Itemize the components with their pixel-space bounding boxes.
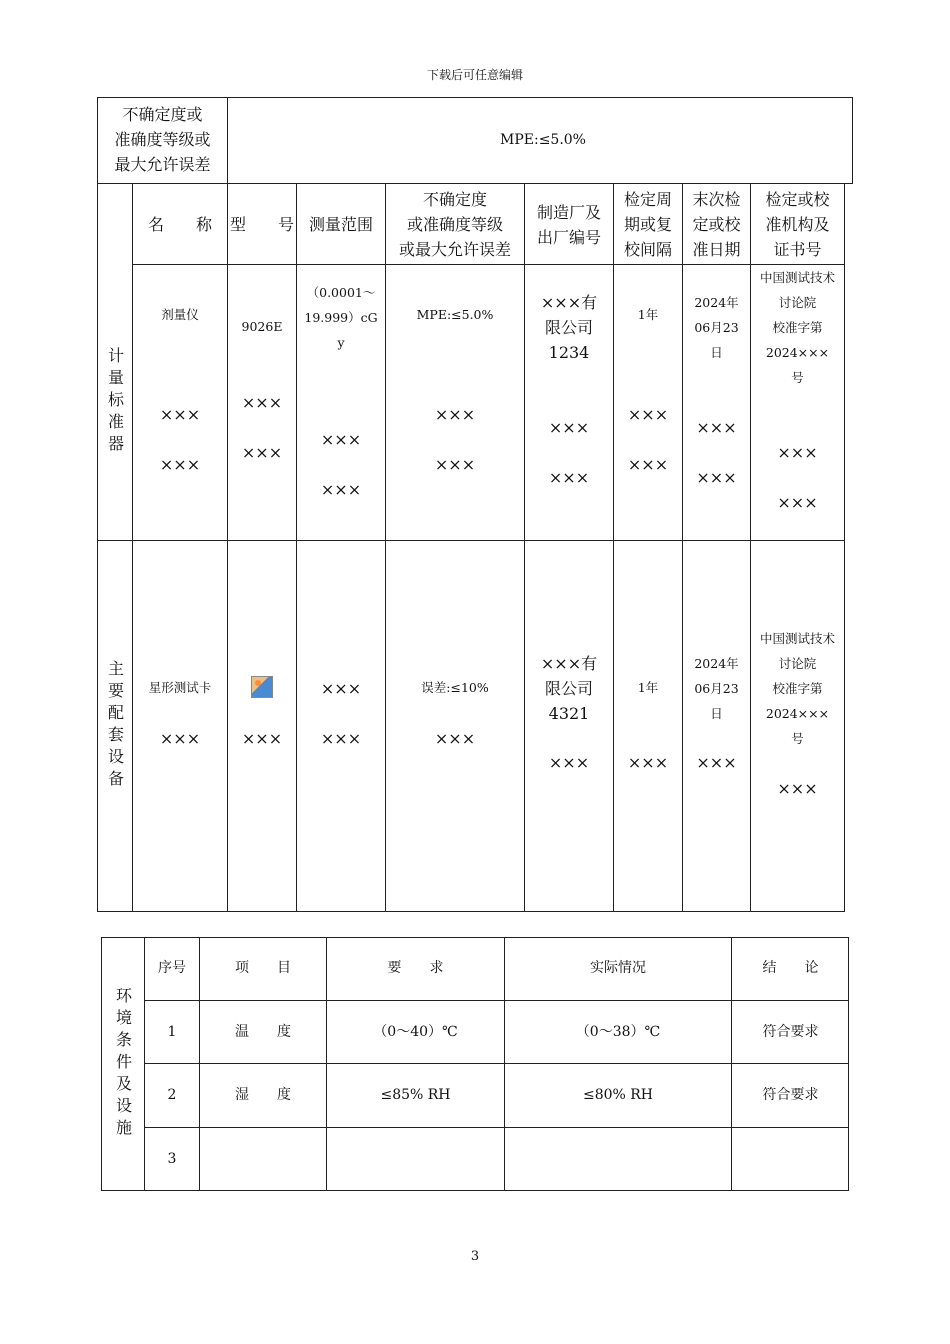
std-name-x1: ×××: [159, 405, 201, 424]
eq-range-x1: ×××: [320, 679, 362, 698]
std-institution: 中国测试技术 讨论院 校准字第 2024××× 号: [759, 270, 835, 385]
env-row-no: 3: [167, 1151, 177, 1167]
std-period-x1: ×××: [627, 405, 669, 424]
env-header-req: 要 求: [387, 960, 444, 976]
eq-maker: ×××有 限公司 4321: [540, 654, 598, 723]
env-row-actual: （0～38）℃: [575, 1023, 661, 1040]
std-maker: ×××有 限公司 1234: [540, 293, 598, 362]
std-model-x1: ×××: [241, 393, 283, 412]
std-institution-x2: ×××: [777, 493, 818, 512]
std-period-x2: ×××: [627, 455, 669, 474]
eq-maker-x1: ×××: [548, 753, 590, 772]
header-period: 检定周 期或复 校间隔: [623, 190, 672, 259]
eq-period: 1年: [637, 680, 659, 695]
env-row-no: 2: [167, 1087, 177, 1103]
eq-uncertainty-x1: ×××: [434, 729, 476, 748]
header-range: 测量范围: [308, 215, 373, 234]
eq-institution: 中国测试技术 讨论院 校准字第 2024××× 号: [759, 631, 835, 746]
std-name: 剂量仪: [161, 307, 199, 322]
std-last-date: 2024年 06月23 日: [694, 295, 739, 360]
eq-institution-x1: ×××: [777, 779, 818, 798]
standards-section-label: 计量标准器: [105, 347, 125, 457]
eq-name: 星形测试卡: [148, 680, 212, 695]
eq-last-date-x1: ×××: [696, 753, 737, 772]
env-header-item: 项 目: [235, 960, 291, 976]
broken-image-icon: [251, 676, 273, 698]
header-note: 下载后可任意编辑: [426, 68, 523, 82]
env-row-result: 符合要求: [762, 1087, 819, 1103]
std-range-x1: ×××: [320, 430, 362, 449]
env-header-result: 结 论: [762, 960, 819, 976]
env-row-req: （0～40）℃: [373, 1023, 458, 1040]
std-maker-x2: ×××: [548, 468, 590, 487]
precision-value: MPE:≤5.0%: [500, 132, 586, 148]
eq-range-x2: ×××: [320, 729, 362, 748]
env-row-item: 湿 度: [235, 1087, 291, 1103]
std-uncertainty-x2: ×××: [434, 455, 476, 474]
eq-period-x1: ×××: [627, 753, 669, 772]
env-row-actual: ≤80% RH: [582, 1087, 654, 1103]
env-row-no: 1: [167, 1023, 177, 1040]
environment-section-label: 环境条件及设施: [113, 987, 133, 1141]
std-name-x2: ×××: [159, 455, 201, 474]
header-institution: 检定或校 准机构及 证书号: [765, 190, 830, 259]
std-institution-x1: ×××: [777, 443, 818, 462]
std-last-date-x1: ×××: [696, 418, 737, 437]
std-model: 9026E: [241, 319, 283, 334]
eq-uncertainty: 误差:≤10%: [421, 680, 489, 695]
header-model: 型 号: [229, 215, 294, 234]
equipment-section-label: 主要配套设备: [105, 660, 125, 792]
env-row-item: [200, 1128, 326, 1191]
page-number: 3: [470, 1249, 480, 1264]
std-uncertainty: MPE:≤5.0%: [416, 307, 494, 322]
env-row-actual: [505, 1128, 731, 1191]
std-last-date-x2: ×××: [696, 468, 737, 487]
std-period: 1年: [637, 307, 659, 322]
precision-label: 不确定度或 准确度等级或 最大允许误差: [114, 105, 211, 174]
header-last-date: 末次检 定或校 准日期: [692, 190, 741, 259]
eq-name-x1: ×××: [159, 729, 201, 748]
env-header-actual: 实际情况: [590, 960, 646, 976]
header-name: 名 称: [147, 215, 212, 234]
env-header-no: 序号: [158, 960, 186, 976]
std-range-x2: ×××: [320, 480, 362, 499]
header-maker: 制造厂及 出厂编号: [536, 203, 601, 247]
std-uncertainty-x1: ×××: [434, 405, 476, 424]
env-row-req: ≤85% RH: [380, 1087, 451, 1103]
std-range: （0.0001～ 19.999）cG y: [304, 285, 378, 350]
std-model-x2: ×××: [241, 443, 283, 462]
std-maker-x1: ×××: [548, 418, 590, 437]
header-uncertainty: 不确定度 或准确度等级 或最大允许误差: [398, 190, 511, 259]
env-row-req: [327, 1128, 504, 1191]
env-row-result: [732, 1128, 849, 1191]
eq-last-date: 2024年 06月23 日: [694, 656, 739, 721]
eq-model-x1: ×××: [241, 729, 283, 748]
env-row-item: 温 度: [235, 1023, 291, 1040]
env-row-result: 符合要求: [762, 1023, 819, 1040]
